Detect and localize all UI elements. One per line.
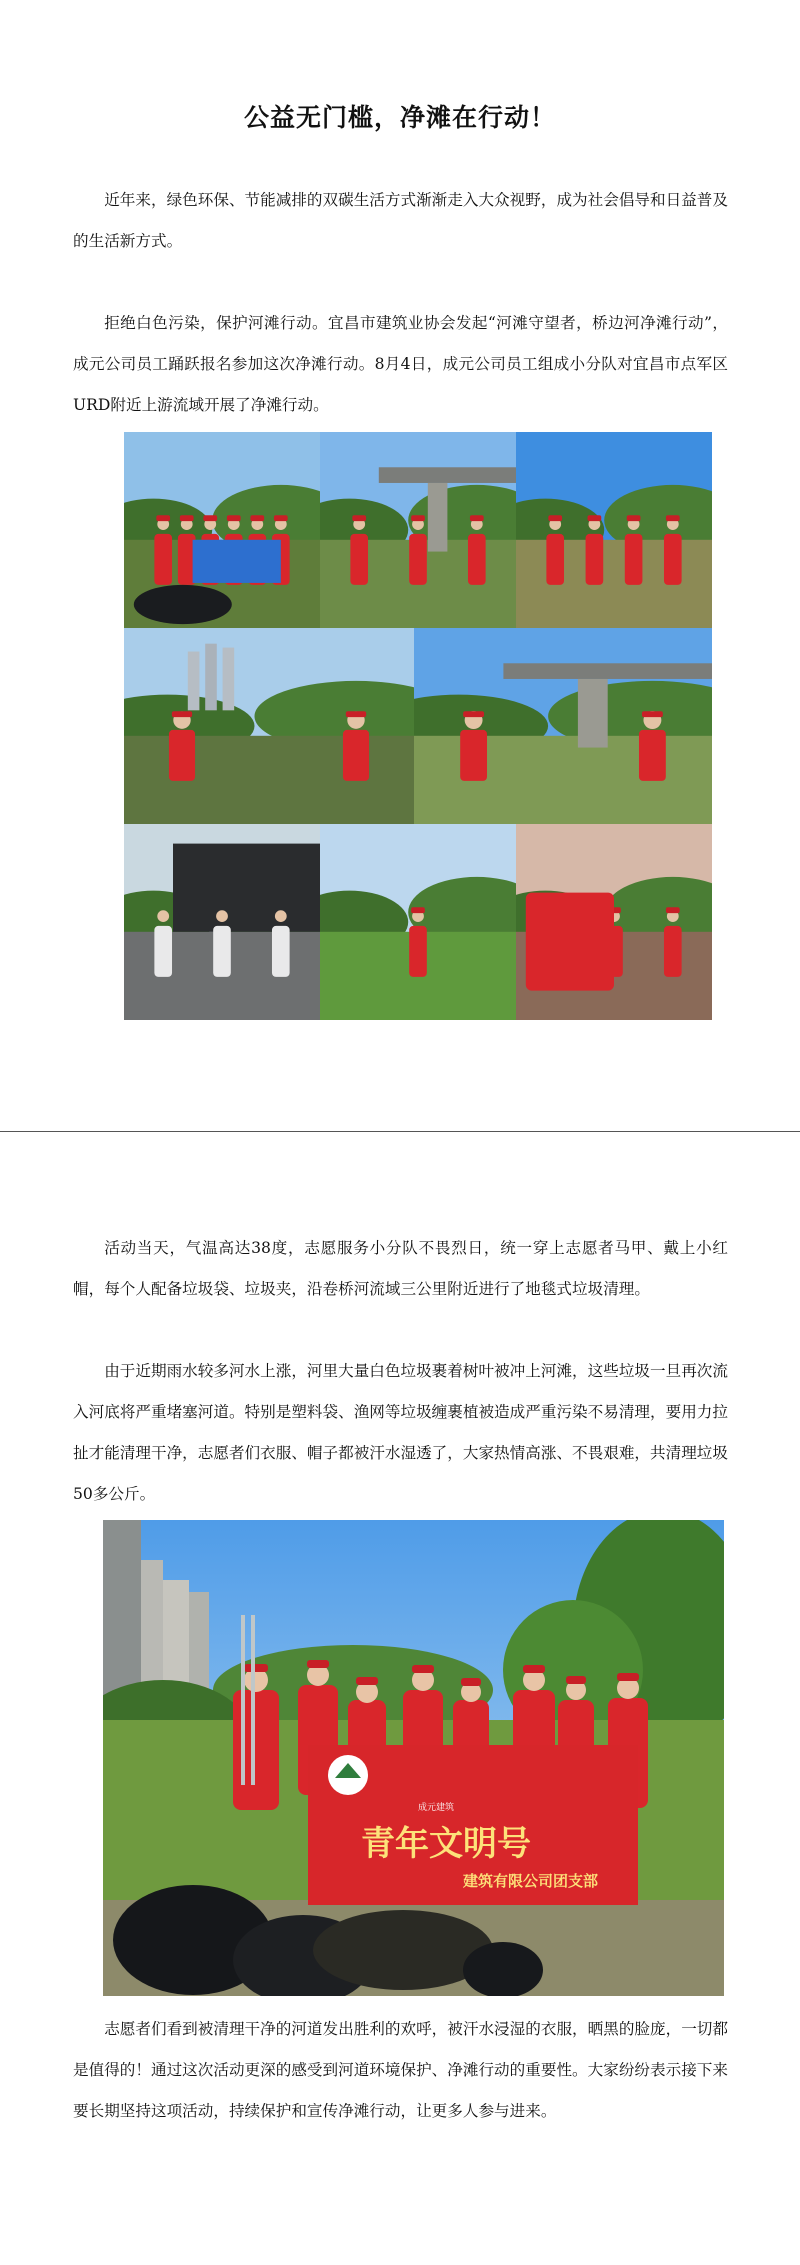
- paragraph-conclusion: 志愿者们看到被清理干净的河道发出胜利的欢呼，被汗水浸湿的衣服，晒黑的脸庞，一切都是值得的！通过这次活动更深的感受到河道环境保护、净滩行动的重要性。大家纷纷表示接下来要长期坚持这项活动，持续保护和宣传净滩行动，让更多人参与进来。: [73, 2020, 728, 2120]
- paragraph-cleanup-details: 由于近期雨水较多河水上涨，河里大量白色垃圾裹着树叶被冲上河滩，这些垃圾一旦再次流入河底将严重堵塞河道。特别是塑料袋、渔网等垃圾缠裹植被造成严重污染不易清理，要用力拉扯才能清理干净，志愿者们衣服、帽子都被汗水湿透了，大家热情高涨、不畏艰难，共清理垃圾50多公斤。: [73, 1362, 728, 1503]
- photo-bridge-volunteers: [320, 432, 516, 628]
- paragraph-activity-day: 活动当天，气温高达38度，志愿服务小分队不畏烈日，统一穿上志愿者马甲、戴上小红帽，每个人配备垃圾袋、垃圾夹，沿卷桥河流域三公里附近进行了地毯式垃圾清理。: [73, 1239, 728, 1298]
- paragraph-event-launch: 拒绝白色污染，保护河滩行动。宜昌市建筑业协会发起“河滩守望者，桥边河净滩行动”，成元公司员工踊跃报名参加这次净滩行动。8月4日，成元公司员工组成小分队对宜昌市点军区URD附近上游流域开展了净滩行动。: [73, 314, 728, 414]
- photo-group-banner: [124, 432, 320, 628]
- photo-volunteer-closeup: [516, 824, 712, 1020]
- photo-green-bank: [320, 824, 516, 1020]
- photo-field-volunteers: [516, 432, 712, 628]
- banner-logo-caption: 成元建筑: [418, 1803, 455, 1813]
- photo-under-bridge: [414, 628, 712, 824]
- banner-organization: 建筑有限公司团支部: [463, 1872, 599, 1890]
- photo-riverbank-towers: [124, 628, 414, 824]
- photo-group-with-banner: [103, 1520, 724, 1996]
- page-divider: [0, 1131, 800, 1132]
- photo-truck-road: [124, 824, 320, 1020]
- page-title: 公益无门槛，净滩在行动！: [243, 103, 556, 132]
- banner-slogan: 青年文明号: [361, 1824, 531, 1864]
- paragraph-intro: 近年来，绿色环保、节能减排的双碳生活方式渐渐走入大众视野，成为社会倡导和日益普及的生活新方式。: [73, 191, 728, 250]
